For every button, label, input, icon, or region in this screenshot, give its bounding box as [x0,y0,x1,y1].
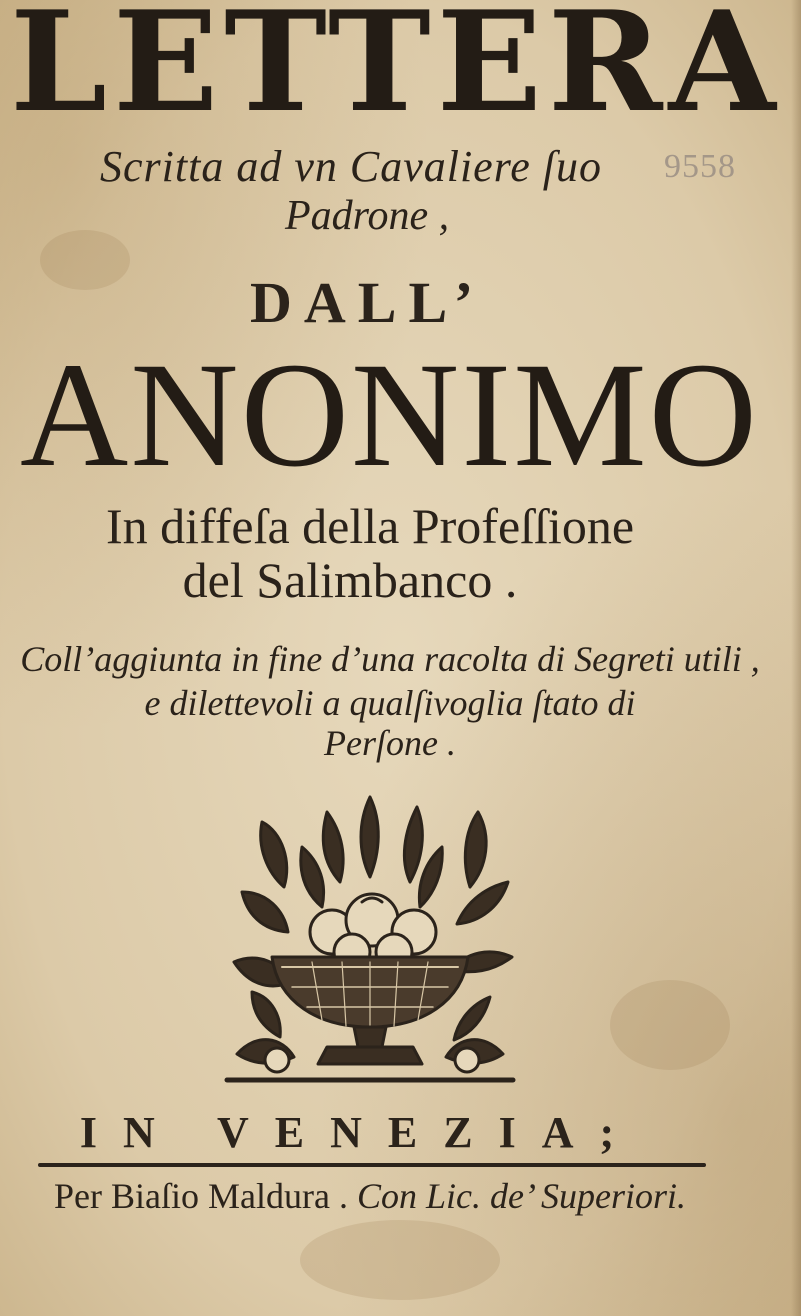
topic-line-1: In diffeſa della Profeſſione [105,498,635,554]
foxing-stain [610,980,730,1070]
addition-line-3: Perſone . [324,723,456,763]
shelfmark-number: 9558 [664,148,736,185]
subtitle-line-1: Scritta ad vn Cavaliere ſuo [100,142,602,191]
imprint-rule [38,1163,706,1167]
fruit-basket-woodcut-icon [222,792,518,1088]
foxing-stain [40,230,130,290]
imprint-printer: Per Biaſio Maldura . [54,1176,348,1216]
topic-line-2: del Salimbanco . [182,552,518,608]
imprint-line [40,1172,700,1220]
main-title: LETTERA [10,0,782,143]
imprint-license: Con Lic. de’ Superiori. [356,1176,686,1216]
addition-line-1: Coll’aggiunta in fine d’una racolta di Segreti utili , [20,639,760,679]
subtitle-line-2: Padrone , [285,193,450,239]
author-name: ANONIMO [20,332,759,498]
addition-line-2: e dilettevoli a qualſivoglia ſtato di [144,683,636,723]
imprint-city: IN VENEZIA; [79,1108,641,1157]
foxing-stain [300,1220,500,1300]
from-label: DALL’ [250,270,486,335]
